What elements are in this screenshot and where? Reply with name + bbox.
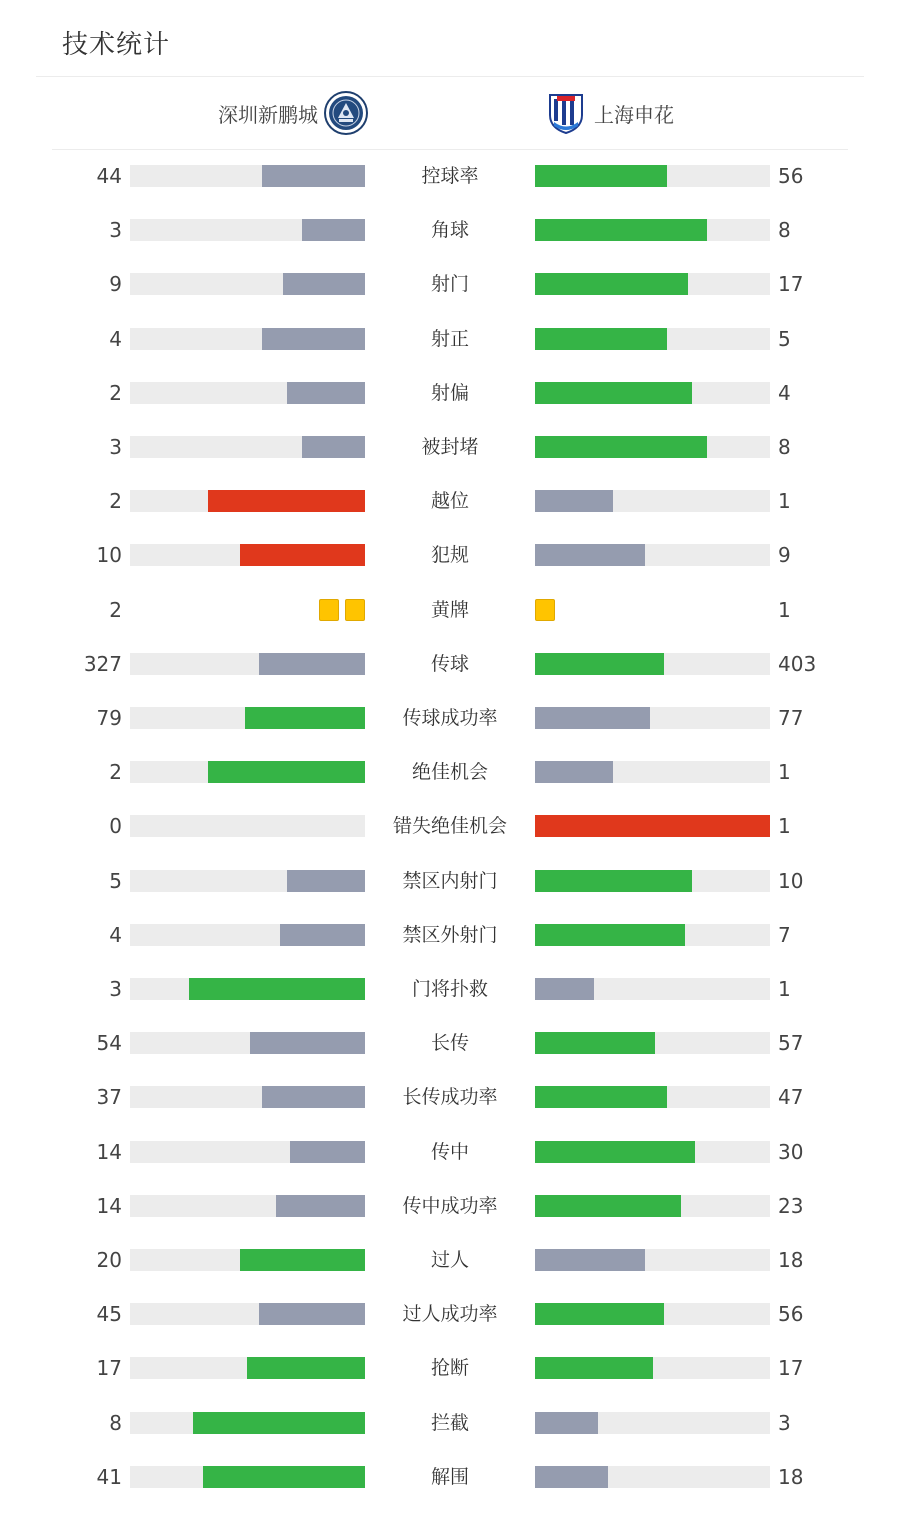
stat-label: 绝佳机会 [411,761,488,783]
home-stat-bar-track [130,815,365,837]
home-stat-value: 54 [96,1031,122,1055]
home-stat-value: 5 [109,869,122,893]
away-stat-value: 77 [778,706,804,730]
away-stat-value: 18 [778,1248,804,1272]
home-stat-bar-fill [240,1249,365,1271]
stat-label: 犯规 [430,544,469,566]
away-stat-bar-fill [535,544,645,566]
home-stat-value: 0 [109,814,122,838]
stat-label: 禁区内射门 [402,870,498,892]
stat-row [0,706,900,730]
away-stat-bar-fill [535,273,688,295]
stat-row [0,1356,900,1380]
away-stat-bar-track [535,978,770,1000]
away-stat-value: 57 [778,1031,804,1055]
home-stat-bar-fill [250,1032,365,1054]
away-stat-bar-fill [535,1466,608,1488]
page-title: 技术统计 [62,30,171,60]
stat-label: 长传 [430,1032,469,1054]
home-stat-value: 9 [109,272,122,296]
home-stat-bar-fill [302,436,365,458]
away-stat-value: 4 [778,381,791,405]
stat-label: 控球率 [421,165,479,187]
home-stat-value: 41 [96,1465,122,1489]
stat-label: 越位 [430,490,469,512]
stat-label: 解围 [430,1466,469,1488]
stat-label: 传中 [430,1141,469,1163]
away-stat-bar-fill [535,1303,664,1325]
home-stat-bar-fill [208,761,365,783]
away-stat-value: 403 [778,652,817,676]
stat-label: 射正 [430,328,469,350]
home-stat-bar-track [130,1249,365,1271]
stat-row [0,1248,900,1272]
stat-label: 传中成功率 [402,1195,498,1217]
home-stat-bar-fill [247,1357,365,1379]
away-stat-bar-fill [535,1086,667,1108]
away-stat-bar-track [535,1303,770,1325]
away-stat-bar-fill [535,815,770,837]
away-stat-bar-fill [535,1141,695,1163]
stat-row [0,1085,900,1109]
home-stat-bar-track [130,1412,365,1434]
away-stat-bar-fill [535,219,707,241]
home-stat-value: 4 [109,923,122,947]
home-yellow-cards [319,598,365,622]
shenzhen-peng-city-crest-icon [324,91,368,135]
away-stat-value: 1 [778,489,791,513]
stat-label: 射偏 [430,382,469,404]
stat-label: 被封堵 [421,436,479,458]
away-stat-bar-track [535,707,770,729]
home-stat-value: 17 [96,1356,122,1380]
away-stat-value: 1 [778,760,791,784]
title-divider [36,76,864,77]
home-stat-bar-track [130,490,365,512]
home-stat-bar-track [130,219,365,241]
shanghai-shenhua-crest-icon [544,91,588,135]
away-stat-bar-track [535,1412,770,1434]
home-team-name: 深圳新鹏城 [218,102,318,127]
home-team-header[interactable] [218,90,368,136]
away-stat-value: 1 [778,814,791,838]
away-stat-value: 3 [778,1411,791,1435]
away-stat-bar-track [535,870,770,892]
away-stat-bar-track [535,1357,770,1379]
stat-label: 黄牌 [430,599,469,621]
home-stat-value: 4 [109,327,122,351]
away-stat-bar-fill [535,1249,645,1271]
stat-row [0,869,900,893]
away-stat-bar-track [535,436,770,458]
away-stat-value: 10 [778,869,804,893]
home-stat-bar-track [130,165,365,187]
away-yellow-cards [535,598,555,622]
home-stat-value: 3 [109,218,122,242]
stat-label: 传球成功率 [402,707,498,729]
away-stat-bar-track [535,328,770,350]
home-stat-bar-fill [240,544,365,566]
away-team-name: 上海申花 [594,102,674,127]
away-stat-value: 30 [778,1140,804,1164]
stat-row [0,923,900,947]
away-stat-bar-track [535,1141,770,1163]
away-stat-bar-fill [535,1412,598,1434]
stat-row [0,1411,900,1435]
away-stat-bar-fill [535,490,613,512]
away-stat-bar-track [535,924,770,946]
home-stat-bar-track [130,870,365,892]
away-stat-value: 56 [778,1302,804,1326]
stat-label: 拦截 [430,1412,469,1434]
stat-label: 长传成功率 [402,1086,498,1108]
stat-row [0,1140,900,1164]
yellow-card-icon [345,599,365,621]
stat-row [0,1194,900,1218]
home-stat-value: 37 [96,1085,122,1109]
home-stat-bar-track [130,1032,365,1054]
stat-label: 传球 [430,653,469,675]
home-stat-bar-fill [262,328,365,350]
home-stat-value: 14 [96,1194,122,1218]
away-stat-bar-fill [535,436,707,458]
stat-row [0,1031,900,1055]
home-stat-bar-fill [262,165,365,187]
home-stat-bar-track [130,1086,365,1108]
away-stat-bar-track [535,1032,770,1054]
away-stat-value: 23 [778,1194,804,1218]
stat-row [0,327,900,351]
stat-label: 角球 [430,219,469,241]
away-stat-bar-fill [535,1195,681,1217]
away-stat-bar-track [535,761,770,783]
away-stat-bar-track [535,544,770,566]
stat-row [0,435,900,459]
away-team-header[interactable] [544,90,674,136]
home-stat-bar-track [130,1141,365,1163]
away-stat-bar-track [535,273,770,295]
home-stat-bar-track [130,707,365,729]
stat-label: 过人成功率 [402,1303,498,1325]
away-stat-value: 17 [778,1356,804,1380]
header-divider [52,149,848,150]
stat-row [0,381,900,405]
home-stat-value: 79 [96,706,122,730]
stat-row [0,598,900,622]
home-stat-value: 20 [96,1248,122,1272]
stat-label: 门将扑救 [411,978,488,1000]
away-stat-bar-track [535,815,770,837]
home-stat-value: 2 [109,381,122,405]
away-stat-bar-fill [535,653,664,675]
home-stat-value: 2 [109,760,122,784]
away-stat-bar-fill [535,1032,655,1054]
stat-row [0,814,900,838]
home-stat-value: 45 [96,1302,122,1326]
home-stat-value: 327 [83,652,122,676]
away-stat-value: 5 [778,327,791,351]
home-stat-bar-fill [259,1303,365,1325]
away-stat-value: 1 [778,598,791,622]
home-stat-bar-track [130,1303,365,1325]
home-stat-bar-fill [290,1141,365,1163]
home-stat-bar-fill [276,1195,365,1217]
away-stat-bar-track [535,1086,770,1108]
stat-row [0,1465,900,1489]
away-stat-bar-fill [535,978,594,1000]
away-stat-bar-track [535,1195,770,1217]
away-stat-bar-track [535,1466,770,1488]
away-stat-bar-track [535,165,770,187]
away-stat-value: 17 [778,272,804,296]
home-stat-bar-track [130,544,365,566]
home-stat-bar-track [130,924,365,946]
home-stat-bar-fill [245,707,365,729]
yellow-card-icon [319,599,339,621]
stat-label: 禁区外射门 [402,924,498,946]
home-stat-bar-fill [208,490,365,512]
away-stat-value: 8 [778,435,791,459]
away-stat-value: 9 [778,543,791,567]
away-stat-bar-track [535,490,770,512]
home-stat-value: 44 [96,164,122,188]
home-stat-value: 3 [109,977,122,1001]
home-stat-bar-fill [287,382,365,404]
stat-row [0,977,900,1001]
stat-label: 错失绝佳机会 [392,815,507,837]
stat-row [0,543,900,567]
home-stat-bar-track [130,436,365,458]
away-stat-bar-fill [535,1357,653,1379]
home-stat-bar-track [130,761,365,783]
home-stat-bar-fill [280,924,365,946]
home-stat-bar-track [130,328,365,350]
away-stat-bar-track [535,382,770,404]
away-stat-bar-track [535,1249,770,1271]
yellow-card-icon [535,599,555,621]
home-stat-bar-fill [287,870,365,892]
home-stat-bar-fill [189,978,365,1000]
away-stat-bar-track [535,653,770,675]
away-stat-value: 18 [778,1465,804,1489]
away-stat-value: 8 [778,218,791,242]
home-stat-value: 3 [109,435,122,459]
home-stat-bar-track [130,382,365,404]
home-stat-bar-fill [262,1086,365,1108]
home-stat-bar-track [130,1466,365,1488]
away-stat-value: 1 [778,977,791,1001]
stat-label: 过人 [430,1249,469,1271]
home-stat-bar-track [130,653,365,675]
away-stat-bar-fill [535,707,650,729]
home-stat-bar-fill [193,1412,365,1434]
home-stat-bar-track [130,1357,365,1379]
home-stat-value: 2 [109,598,122,622]
stat-row [0,1302,900,1326]
stat-row [0,760,900,784]
stat-row [0,218,900,242]
home-stat-bar-fill [283,273,365,295]
home-stat-value: 8 [109,1411,122,1435]
home-stat-bar-track [130,273,365,295]
away-stat-bar-fill [535,328,667,350]
away-stat-bar-track [535,219,770,241]
stat-label: 射门 [430,273,469,295]
home-stat-value: 2 [109,489,122,513]
home-stat-value: 14 [96,1140,122,1164]
stat-row [0,489,900,513]
away-stat-value: 47 [778,1085,804,1109]
home-stat-bar-fill [203,1466,365,1488]
stat-row [0,652,900,676]
away-stat-bar-fill [535,761,613,783]
stat-label: 抢断 [430,1357,469,1379]
away-stat-bar-fill [535,165,667,187]
away-stat-bar-fill [535,870,692,892]
away-stat-value: 7 [778,923,791,947]
home-stat-bar-track [130,1195,365,1217]
away-stat-bar-fill [535,382,692,404]
home-stat-bar-fill [259,653,365,675]
home-stat-bar-track [130,978,365,1000]
home-stat-value: 10 [96,543,122,567]
home-stat-bar-fill [302,219,365,241]
stat-row [0,164,900,188]
stat-row [0,272,900,296]
away-stat-bar-fill [535,924,685,946]
away-stat-value: 56 [778,164,804,188]
